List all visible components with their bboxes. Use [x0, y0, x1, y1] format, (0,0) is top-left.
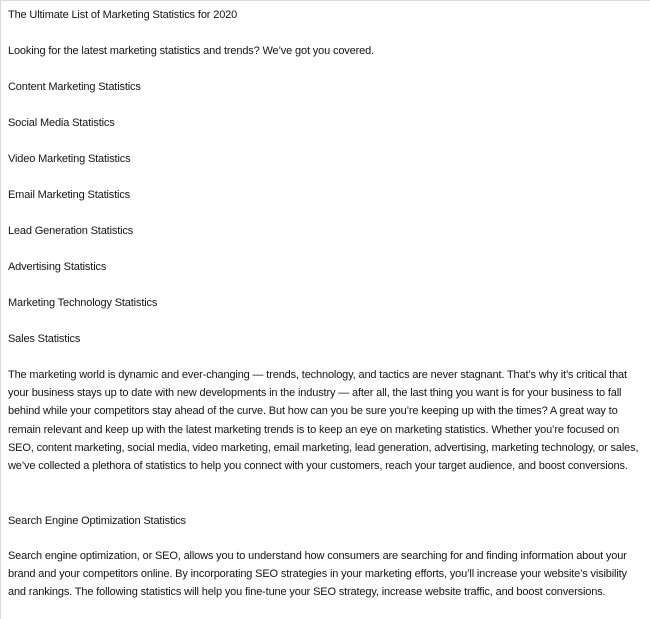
toc-link-social-media[interactable]: Social Media Statistics: [8, 117, 115, 129]
toc-link-lead-generation[interactable]: Lead Generation Statistics: [8, 225, 134, 237]
toc-link-marketing-technology[interactable]: Marketing Technology Statistics: [8, 297, 158, 309]
seo-section-heading: Search Engine Optimization Statistics: [8, 515, 186, 527]
toc-link-content-marketing[interactable]: Content Marketing Statistics: [8, 81, 141, 93]
body-paragraph: The marketing world is dynamic and ever-changing — trends, technology, and tactics are never stagnant. That’s why it’s critical that your business stays up to date with new developments in the industry — after all, the last thing you want is for your business to fall behind while your competitors stay ahead of the curve. But how can you be sure you’re keeping up with the times? A great way to remain relevant and keep up with the latest marketing trends is to keep an eye on marketing statistics. Whether you’re focused on SEO, content marketing, social media, video marketing, email marketing, lead generation, advertising, marketing technology, or sales, we’ve collected a plethora of statistics to help you connect with your customers, reach your target audience, and boost conversions.: [8, 369, 639, 473]
page-title: The Ultimate List of Marketing Statistics for 2020: [8, 9, 238, 21]
intro-text: Looking for the latest marketing statistics and trends? We’ve got you covered.: [8, 45, 374, 57]
toc-link-advertising[interactable]: Advertising Statistics: [8, 261, 107, 273]
toc-link-sales[interactable]: Sales Statistics: [8, 333, 81, 345]
toc-link-video-marketing[interactable]: Video Marketing Statistics: [8, 153, 131, 165]
toc-link-email-marketing[interactable]: Email Marketing Statistics: [8, 189, 131, 201]
seo-paragraph: Search engine optimization, or SEO, allows you to understand how consumers are searching for and finding information about your brand and your competitors online. By incorporating SEO strategies in your marketing efforts, you’ll increase your website’s visibility and rankings. The following statistics will help you fine-tune your SEO strategy, increase website traffic, and boost conversions.: [8, 550, 627, 599]
